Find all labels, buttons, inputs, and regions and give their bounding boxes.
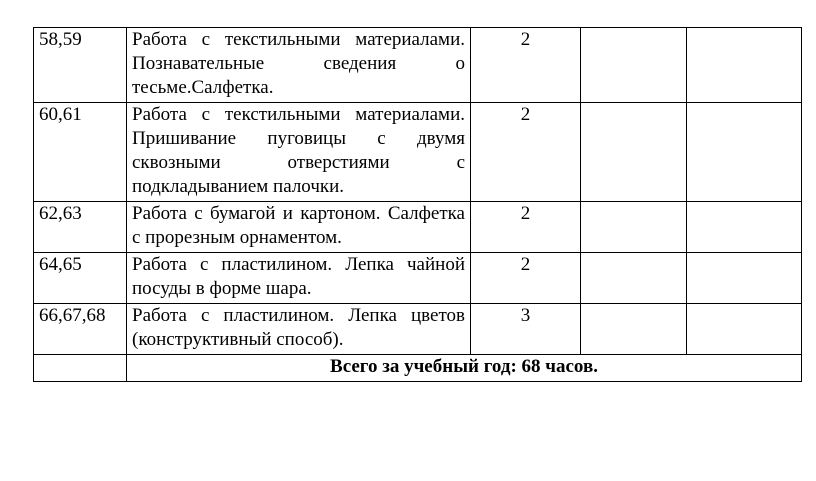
lesson-topic: Работа с бумагой и картоном. Салфетка с прорезным орнаментом. (127, 202, 471, 253)
total-row (34, 355, 802, 382)
lesson-topic: Работа с пластилином. Лепка чайной посуды в форме шара. (127, 253, 471, 304)
lesson-hours: 2 (471, 103, 581, 202)
lesson-hours: 3 (471, 304, 581, 355)
empty-cell (687, 304, 802, 355)
empty-cell (687, 202, 802, 253)
lesson-topic: Работа с пластилином. Лепка цветов (конструктивный способ). (127, 304, 471, 355)
lesson-hours: 2 (471, 202, 581, 253)
lesson-number: 60,61 (34, 103, 127, 202)
table-row (34, 103, 802, 202)
lesson-hours: 2 (471, 253, 581, 304)
empty-cell (687, 28, 802, 103)
lesson-topic: Работа с текстильными материалами. Познавательные сведения о тесьме.Салфетка. (127, 28, 471, 103)
table-row (34, 304, 802, 355)
empty-cell (34, 355, 127, 382)
table-row (34, 253, 802, 304)
table-row (34, 202, 802, 253)
empty-cell (581, 202, 687, 253)
empty-cell (581, 304, 687, 355)
empty-cell (581, 253, 687, 304)
empty-cell (581, 28, 687, 103)
table-row (34, 28, 802, 103)
empty-cell (687, 253, 802, 304)
lesson-plan-table (33, 27, 802, 382)
lesson-hours: 2 (471, 28, 581, 103)
lesson-number: 62,63 (34, 202, 127, 253)
empty-cell (581, 103, 687, 202)
lesson-number: 66,67,68 (34, 304, 127, 355)
empty-cell (687, 103, 802, 202)
lesson-number: 58,59 (34, 28, 127, 103)
lesson-topic: Работа с текстильными материалами. Пришивание пуговицы с двумя сквозными отверстиями с подкладыванием палочки. (127, 103, 471, 202)
total-hours: Всего за учебный год: 68 часов. (127, 355, 802, 382)
lesson-number: 64,65 (34, 253, 127, 304)
